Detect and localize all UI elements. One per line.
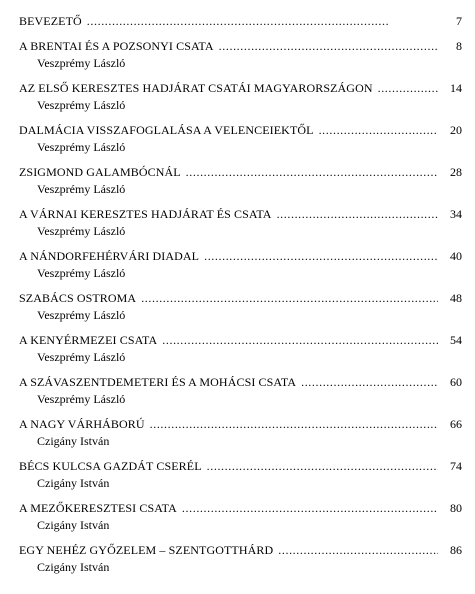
toc-entry[interactable] [19,247,462,282]
toc-row [19,457,462,475]
toc-page-number: 86 [450,543,462,557]
toc-page-number: 80 [450,501,462,515]
toc-author: Veszprémy László [37,182,126,196]
toc-row [19,415,462,433]
toc-entry[interactable] [19,121,462,156]
toc-row [19,205,462,223]
dot-leader [186,163,438,181]
toc-page-number: 40 [450,249,462,263]
toc-page-number: 7 [456,14,462,28]
dot-leader [150,415,438,433]
toc-author: Czigány István [37,476,110,490]
dot-leader [301,373,438,391]
toc-title: A MEZŐKERESZTESI CSATA [19,501,177,515]
toc-page-number: 48 [450,291,462,305]
toc-entry[interactable] [19,499,462,534]
toc-page-number: 60 [450,375,462,389]
toc-entry[interactable] [19,415,462,450]
dot-leader [219,37,438,55]
dot-leader [182,499,438,517]
toc-title: DALMÁCIA VISSZAFOGLALÁSA A VELENCEIEKTŐL [19,123,314,137]
dot-leader [87,12,438,30]
toc-entry[interactable] [19,12,462,30]
dot-leader [207,457,438,475]
toc-row [19,499,462,517]
toc-title: EGY NEHÉZ GYŐZELEM – SZENTGOTTHÁRD [19,543,274,557]
toc-page-number: 54 [450,333,462,347]
toc-author: Czigány István [37,560,110,574]
toc-row [19,121,462,139]
toc-entry[interactable] [19,163,462,198]
toc-row [19,247,462,265]
dot-leader [141,289,438,307]
dot-leader [319,121,438,139]
toc-author: Czigány István [37,518,110,532]
dot-leader [378,79,438,97]
toc-row [19,541,462,559]
toc-title: BÉCS KULCSA GAZDÁT CSERÉL [19,459,202,473]
toc-author: Veszprémy László [37,392,126,406]
toc-entry[interactable] [19,541,462,576]
toc-author: Veszprémy László [37,140,126,154]
toc-author: Veszprémy László [37,308,126,322]
toc-page-number: 34 [450,207,462,221]
toc-entry[interactable] [19,37,462,72]
toc-entry[interactable] [19,331,462,366]
toc-row [19,289,462,307]
toc-row [19,37,462,55]
toc-page-number: 66 [450,417,462,431]
dot-leader [162,331,438,349]
toc-title: A VÁRNAI KERESZTES HADJÁRAT ÉS CSATA [19,207,272,221]
toc-title: A SZÁVASZENTDEMETERI ÉS A MOHÁCSI CSATA [19,375,297,389]
toc-entry[interactable] [19,205,462,240]
toc-page-number: 8 [456,39,462,53]
toc-author: Veszprémy László [37,350,126,364]
toc-row [19,163,462,181]
dot-leader [204,247,438,265]
toc-page-number: 28 [450,165,462,179]
toc-page-number: 74 [450,459,462,473]
toc-author: Veszprémy László [37,98,126,112]
toc-row [19,373,462,391]
toc-title: A NÁNDORFEHÉRVÁRI DIADAL [19,249,200,263]
toc-author: Veszprémy László [37,224,126,238]
toc-row [19,12,462,30]
toc-author: Veszprémy László [37,56,126,70]
toc-row [19,331,462,349]
toc-author: Czigány István [37,434,110,448]
toc-entry[interactable] [19,457,462,492]
toc-title: BEVEZETŐ [19,14,82,28]
toc-entry[interactable] [19,373,462,408]
toc-title: A BRENTAI ÉS A POZSONYI CSATA [19,39,214,53]
toc-title: SZABÁCS OSTROMA [19,291,137,305]
toc-title: A NAGY VÁRHÁBORÚ [19,417,145,431]
dot-leader [278,541,438,559]
toc-page-number: 14 [450,81,462,95]
toc-title: AZ ELSŐ KERESZTES HADJÁRAT CSATÁI MAGYARORSZÁGON [19,81,373,95]
toc-title: ZSIGMOND GALAMBÓCNÁL [19,165,181,179]
toc-entry[interactable] [19,289,462,324]
toc-row [19,79,462,97]
toc-author: Veszprémy László [37,266,126,280]
dot-leader [277,205,438,223]
toc-entry[interactable] [19,79,462,114]
toc-title: A KENYÉRMEZEI CSATA [19,333,158,347]
toc-page-number: 20 [450,123,462,137]
